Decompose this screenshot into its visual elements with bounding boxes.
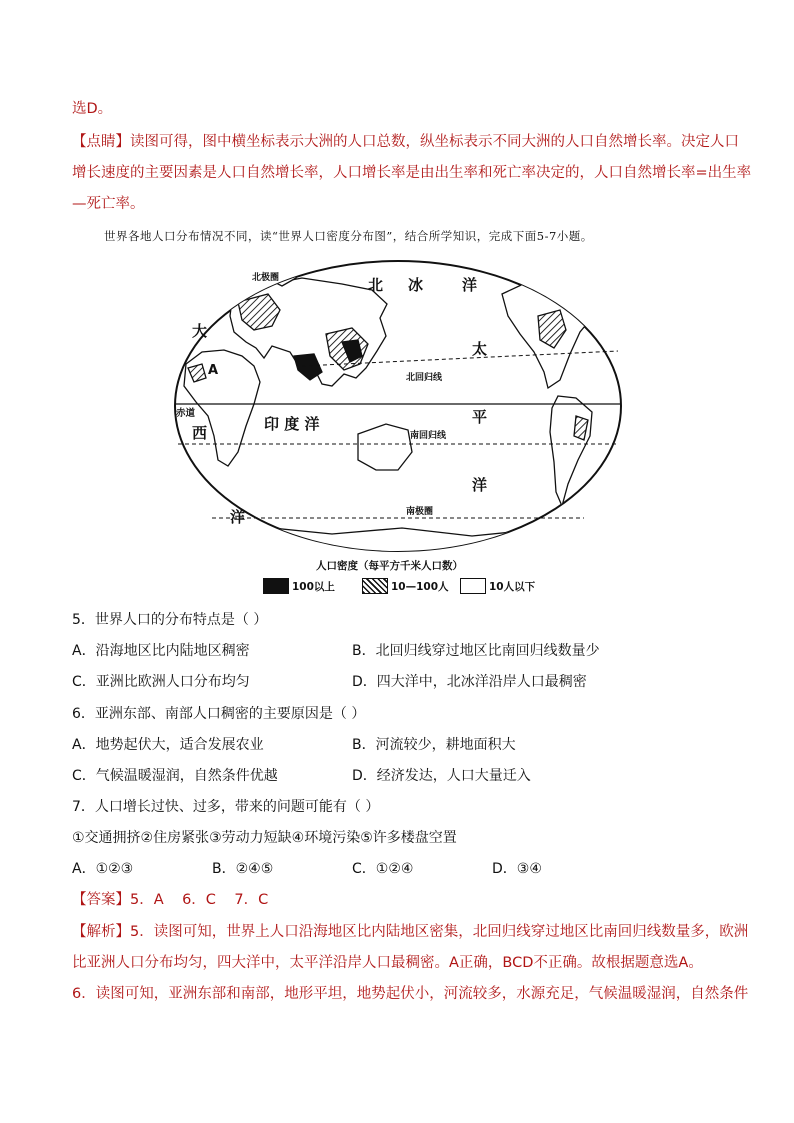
australia-landmass xyxy=(358,424,412,470)
legend-item-sparse xyxy=(460,578,535,594)
legend-swatch-empty xyxy=(460,578,486,594)
q7-option-a: A．①②③ xyxy=(72,861,134,877)
q5-option-d: D．四大洋中，北冰洋沿岸人口最稠密 xyxy=(352,674,587,690)
label-antarctic-circle: 南极圈 xyxy=(406,507,434,517)
label-da: 大 xyxy=(192,322,208,340)
label-yang-atlantic: 洋 xyxy=(230,508,246,526)
legend-item-medium xyxy=(362,578,449,594)
analysis-line-3: 6．读图可知，亚洲东部和南部，地形平坦，地势起伏小，河流较多，水源充足，气候温暖湿润，自然条件 xyxy=(72,986,749,1002)
q6-stem: 6．亚洲东部、南部人口稠密的主要原因是（ ） xyxy=(72,706,366,722)
label-yang-north: 洋 xyxy=(462,276,478,294)
q6-option-c: C．气候温暖湿润，自然条件优越 xyxy=(72,768,278,784)
q5-option-c: C．亚洲比欧洲人口分布均匀 xyxy=(72,674,250,690)
q7-option-b: B．②④⑤ xyxy=(212,861,274,877)
legend-label-dense: 100以上 xyxy=(292,580,335,593)
q7-option-c: C．①②④ xyxy=(352,861,414,877)
explanation-tail: 选D。 xyxy=(72,101,113,117)
dianjing-text-1: 读图可得，图中横坐标表示大洲的人口总数，纵坐标表示不同大洲的人口自然增长率。决定人口 xyxy=(130,134,739,150)
answer-text: 5．A 6．C 7．C xyxy=(130,892,269,908)
q6-option-a: A．地势起伏大，适合发展农业 xyxy=(72,737,264,753)
label-north: 北 xyxy=(368,276,384,294)
legend-swatch-solid xyxy=(263,578,289,594)
dianjing-line-2: 增长速度的主要因素是人口自然增长率，人口增长率是由出生率和死亡率决定的，人口自然增长率=出生率 xyxy=(72,165,752,181)
q5-option-a: A．沿海地区比内陆地区稠密 xyxy=(72,643,250,659)
legend-swatch-hatched xyxy=(362,578,388,594)
legend-item-dense xyxy=(263,578,335,594)
dianjing-tag: 【点睛】 xyxy=(72,134,130,150)
label-arctic-circle: 北极圈 xyxy=(252,273,280,283)
q6-option-d: D．经济发达，人口大量迁入 xyxy=(352,768,531,784)
world-population-density-map xyxy=(172,256,624,556)
legend-label-sparse: 10人以下 xyxy=(489,580,536,593)
analysis-line-1 xyxy=(72,922,748,942)
q6-option-b: B．河流较少，耕地面积大 xyxy=(352,737,516,753)
legend-title: 人口密度（每平方千米人口数） xyxy=(316,560,463,572)
analysis-line-2: 比亚洲人口分布均匀，四大洋中，太平洋沿岸人口最稠密。A正确，BCD不正确。故根据题意选A。 xyxy=(72,955,703,971)
label-bing: 冰 xyxy=(408,276,424,294)
q7-option-d: D．③④ xyxy=(492,861,542,877)
dianjing-line-3: —死亡率。 xyxy=(72,196,145,212)
intro-text: 世界各地人口分布情况不同，读“世界人口密度分布图”，结合所学知识，完成下面5-7小题。 xyxy=(104,229,593,243)
label-tropic-capricorn: 南回归线 xyxy=(410,431,447,441)
label-xi: 西 xyxy=(192,424,208,442)
label-tai: 太 xyxy=(472,340,488,358)
q5-option-b: B．北回归线穿过地区比南回归线数量少 xyxy=(352,643,600,659)
label-yang-pacific: 洋 xyxy=(472,476,488,494)
label-ping: 平 xyxy=(472,408,488,426)
q7-items: ①交通拥挤②住房紧张③劳动力短缺④环境污染⑤许多楼盘空置 xyxy=(72,830,457,846)
answer-line xyxy=(72,890,268,910)
q7-stem: 7．人口增长过快、过多，带来的问题可能有（ ） xyxy=(72,799,380,815)
label-equator: 赤道 xyxy=(176,408,196,419)
label-a: A xyxy=(208,363,219,378)
analysis-text-1: 5．读图可知，世界上人口沿海地区比内陆地区密集，北回归线穿过地区比南回归线数量多，欧洲 xyxy=(130,924,749,940)
label-tropic-cancer: 北回归线 xyxy=(406,373,443,383)
label-indian-ocean: 印 度 洋 xyxy=(264,415,320,433)
dianjing-line-1 xyxy=(72,132,739,152)
q5-stem: 5．世界人口的分布特点是（ ） xyxy=(72,612,268,628)
answer-tag: 【答案】 xyxy=(72,892,130,908)
analysis-tag: 【解析】 xyxy=(72,924,130,940)
legend-label-medium: 10—100人 xyxy=(391,580,449,593)
